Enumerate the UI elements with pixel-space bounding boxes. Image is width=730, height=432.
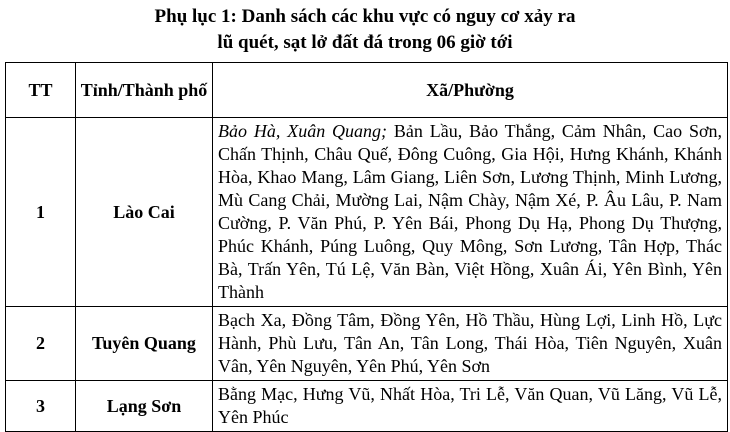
province-name: Lạng Sơn [76, 381, 213, 432]
ward-list-italic: Bảo Hà, Xuân Quang; [218, 121, 388, 141]
title-line-2: lũ quét, sạt lở đất đá trong 06 giờ tới [217, 32, 513, 53]
row-number: 1 [6, 118, 76, 307]
risk-area-table [5, 62, 728, 432]
ward-list [213, 307, 728, 381]
table-header-row [6, 63, 728, 118]
table-row [6, 118, 728, 307]
header-province: Tỉnh/Thành phố [76, 63, 213, 118]
province-name: Lào Cai [76, 118, 213, 307]
header-tt: TT [6, 63, 76, 118]
ward-list [213, 381, 728, 432]
row-number: 2 [6, 307, 76, 381]
province-name: Tuyên Quang [76, 307, 213, 381]
ward-list-text: Bạch Xa, Đồng Tâm, Đồng Yên, Hồ Thầu, Hùng Lợi, Linh Hồ, Lực Hành, Phù Lưu, Tân An, Tân Long, Thái Hòa, Tiên Nguyên, Xuân Vân, Yên Nguyên, Yên Phú, Yên Sơn [218, 310, 722, 376]
table-row [6, 381, 728, 432]
table-row [6, 307, 728, 381]
ward-list-text: Bản Lầu, Bảo Thắng, Cảm Nhân, Cao Sơn, Chấn Thịnh, Châu Quế, Đông Cuông, Gia Hội, Hưng Khánh, Khánh Hòa, Khao Mang, Lâm Giang, Liên Sơn, Lương Thịnh, Minh Lương, Mù Cang Chải, Mường Lai, Nậm Chày, Nậm Xé, P. Âu Lâu, P. Nam Cường, P. Văn Phú, P. Yên Bái, Phong Dụ Hạ, Phong Dụ Thượng, Phúc Khánh, Púng Luông, Quy Mông, Sơn Lương, Tân Hợp, Thác Bà, Trấn Yên, Tú Lệ, Văn Bàn, Việt Hồng, Xuân Ái, Yên Bình, Yên Thành [218, 121, 722, 302]
row-number: 3 [6, 381, 76, 432]
title-line-1: Phụ lục 1: Danh sách các khu vực có nguy cơ xảy ra [154, 6, 576, 27]
header-wards: Xã/Phường [213, 63, 728, 118]
document-title [0, 4, 730, 56]
ward-list [213, 118, 728, 307]
ward-list-text: Bằng Mạc, Hưng Vũ, Nhất Hòa, Tri Lễ, Văn Quan, Vũ Lăng, Vũ Lễ, Yên Phúc [218, 384, 722, 427]
